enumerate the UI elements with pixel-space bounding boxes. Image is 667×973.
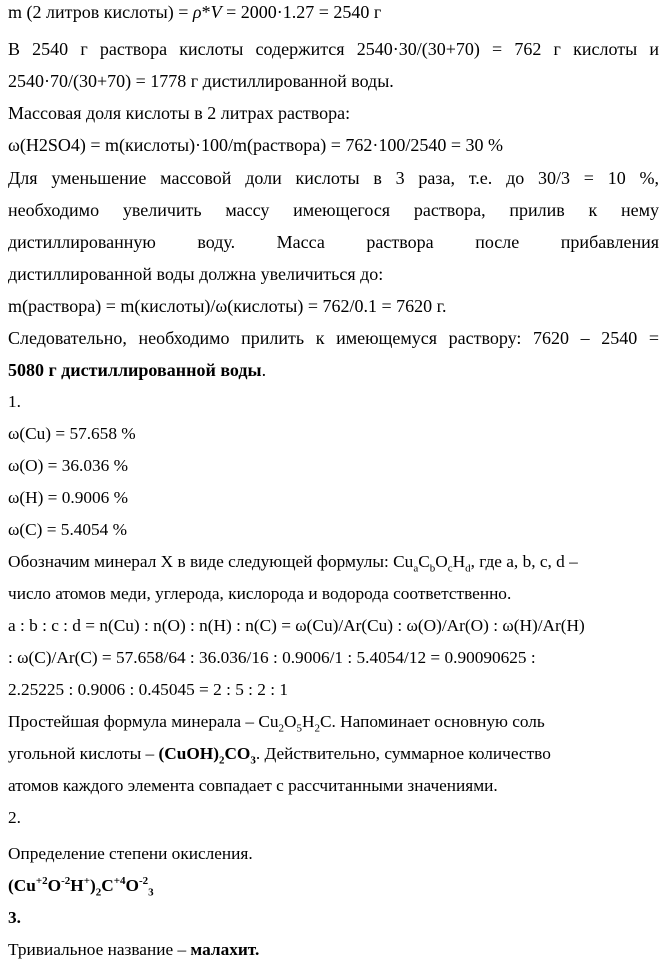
text-line-1	[8, 0, 659, 24]
asterisk: *	[201, 2, 211, 22]
superscript: +	[83, 875, 90, 888]
text-line-5: ω(H2SO4) = m(кислоты)·100/m(раствора) = 762·100/2540 = 30 %	[8, 135, 504, 155]
text: = 2000·1.27 = 2540 г	[221, 2, 382, 22]
text: Обозначим минерал X в виде следующей формулы: Cu	[8, 552, 414, 571]
text: O	[47, 876, 62, 895]
subscript: a	[413, 562, 419, 575]
text-line-24	[8, 742, 659, 766]
text: )	[90, 876, 96, 895]
text-line-12	[8, 358, 659, 382]
subscript: 2	[278, 722, 285, 735]
bold-formula	[158, 744, 256, 767]
text-line-22: 2.25225 : 0.9006 : 0.45045 = 2 : 5 : 2 : 1	[8, 680, 289, 699]
section-number-2: 2.	[8, 808, 21, 827]
subscript: 3	[250, 754, 256, 767]
text: .	[261, 360, 267, 380]
superscript: +4	[113, 875, 126, 888]
subscript: b	[429, 562, 436, 575]
text: C	[418, 552, 430, 571]
text: (Cu	[8, 876, 36, 895]
text: C	[101, 876, 114, 895]
text: H	[302, 712, 315, 731]
text-line-18	[8, 550, 659, 574]
text-line-9: дистиллированной воды должна увеличиться до:	[8, 264, 384, 284]
superscript: -2	[61, 875, 71, 888]
text-line-14: ω(Cu) = 57.658 %	[8, 424, 136, 443]
subscript: 2	[218, 754, 225, 767]
text-line-8: дистиллированную воду. Масса раствора после прибавления	[8, 232, 659, 252]
text: C. Напоминает основную соль	[320, 712, 545, 731]
text-line-4: Массовая доля кислоты в 2 литрах раствора:	[8, 103, 351, 123]
subscript: 5	[296, 722, 303, 735]
subscript: 2	[314, 722, 321, 735]
subscript: 3	[148, 886, 154, 899]
text-line-3: 2540·70/(30+70) = 1778 г дистиллированной воды.	[8, 71, 394, 91]
bold-formula	[8, 875, 154, 899]
text-line-25: атомов каждого элемента совпадает с рассчитанными значениями.	[8, 776, 498, 795]
text: H	[70, 876, 84, 895]
text-line-11: Следовательно, необходимо прилить к имеющемуся раствору: 7620 – 2540 =	[8, 328, 659, 348]
text-line-2: В 2540 г раствора кислоты содержится 2540·30/(30+70) = 762 г кислоты и	[8, 39, 659, 59]
text: m (2 литров кислоты) =	[8, 2, 193, 22]
text-line-21: : ω(C)/Ar(C) = 57.658/64 : 36.036/16 : 0.9006/1 : 5.4054/12 = 0.90090625 :	[8, 648, 536, 667]
text: CO	[224, 744, 251, 763]
text: , где a, b, c, d –	[470, 552, 578, 571]
section-number-1: 1.	[8, 392, 21, 411]
subscript: c	[447, 562, 453, 575]
text: O	[284, 712, 297, 731]
text-line-23	[8, 710, 659, 734]
text: Простейшая формула минерала – Cu	[8, 712, 279, 731]
rho-symbol: ρ	[192, 2, 202, 22]
text: O	[125, 876, 139, 895]
text-line-15: ω(O) = 36.036 %	[8, 456, 128, 475]
text-line-16: ω(H) = 0.9006 %	[8, 488, 128, 507]
superscript: +2	[35, 875, 48, 888]
text-line-30	[8, 938, 659, 962]
bold-number: 3.	[8, 908, 21, 927]
text: . Действительно, суммарное количество	[255, 744, 551, 763]
text-line-27: Определение степени окисления.	[8, 844, 253, 863]
oxidation-formula	[8, 874, 659, 898]
bold-answer: 5080 г дистиллированной воды	[8, 360, 262, 380]
text-line-20: a : b : c : d = n(Cu) : n(O) : n(H) : n(C) = ω(Cu)/Ar(Cu) : ω(O)/Ar(O) : ω(H)/Ar(H)	[8, 616, 585, 635]
text: (CuOH)	[158, 744, 219, 763]
subscript: 2	[95, 886, 102, 899]
text: Тривиальное название –	[8, 940, 191, 959]
section-number-3	[8, 906, 659, 930]
text-line-10: m(раствора) = m(кислоты)/ω(кислоты) = 762/0.1 = 7620 г.	[8, 296, 447, 316]
volume-symbol: V	[210, 2, 222, 22]
text: O	[435, 552, 448, 571]
text: H	[452, 552, 466, 571]
text-line-19: число атомов меди, углерода, кислорода и водорода соответственно.	[8, 584, 512, 603]
subscript: d	[465, 562, 471, 575]
bold-answer: малахит.	[190, 940, 260, 959]
text-line-7: необходимо увеличить массу имеющегося раствора, прилив к нему	[8, 200, 659, 220]
superscript: -2	[138, 875, 149, 888]
text-line-17: ω(C) = 5.4054 %	[8, 520, 128, 539]
text-line-6: Для уменьшение массовой доли кислоты в 3 раза, т.е. до 30/3 = 10 %,	[8, 168, 659, 188]
text: угольной кислоты –	[8, 744, 159, 763]
